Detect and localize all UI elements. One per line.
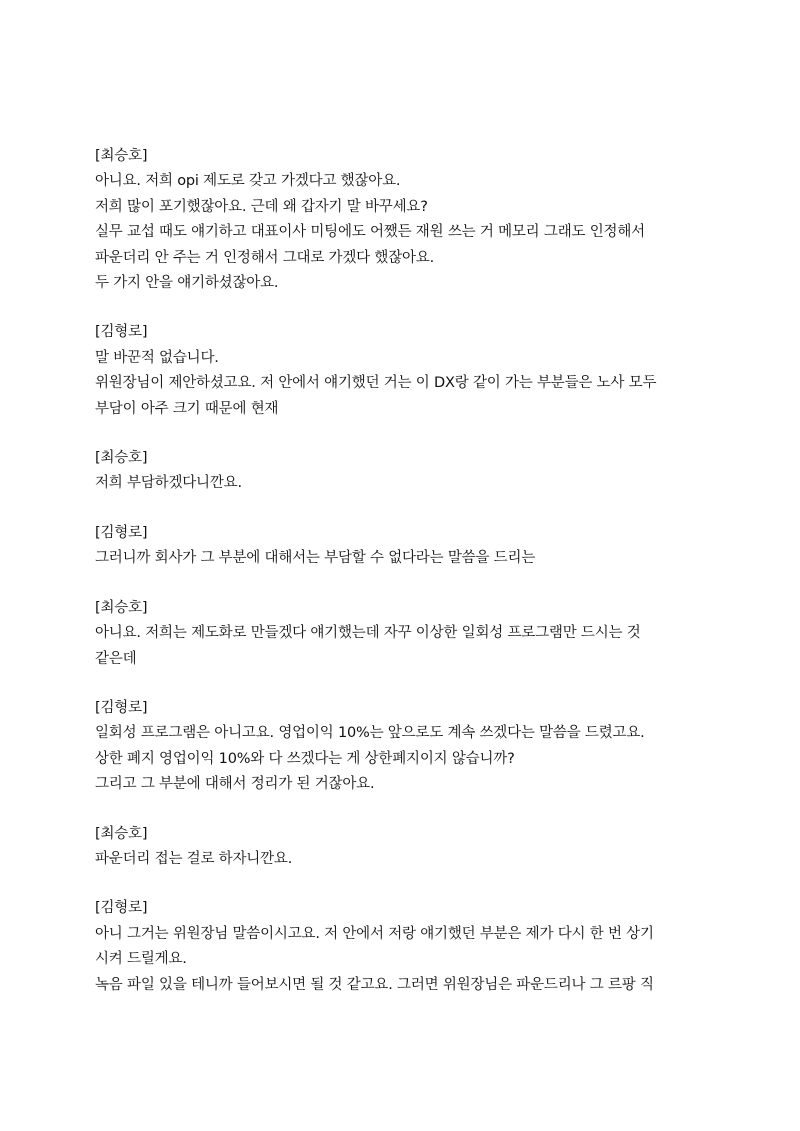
utterance-line: 시켜 드릴게요. <box>95 951 187 968</box>
utterance-block <box>95 696 710 798</box>
utterance-line: 실무 교섭 때도 얘기하고 대표이사 미팅에도 어쨌든 재원 쓰는 거 메모리 그래도 인정해서 <box>95 224 645 241</box>
speaker-label: [김형로] <box>95 699 148 716</box>
utterance-line: 아니요. 저희는 제도화로 만들겠다 얘기했는데 자꾸 이상한 일회성 프로그램만 드시는 것 <box>95 625 641 642</box>
utterance-line: 아니 그거는 위원장님 말씀이시고요. 저 안에서 저랑 얘기했던 부분은 제가 다시 한 번 상기 <box>95 925 654 942</box>
utterance-line: 아니요. 저희 opi 제도로 갖고 가겠다고 했잖아요. <box>95 173 401 190</box>
utterance-line: 녹음 파일 있을 테니까 들어보시면 될 것 같고요. 그러면 위원장님은 파운드리나 그 르팡 직 <box>95 976 654 993</box>
utterance-line: 두 가지 안을 얘기하셨잖아요. <box>95 275 279 292</box>
utterance-block <box>95 144 710 296</box>
utterance-block <box>95 320 710 422</box>
utterance-block <box>95 596 710 672</box>
utterance-block <box>95 521 710 572</box>
utterance-line: 파운더리 접는 걸로 하자니깐요. <box>95 850 293 867</box>
utterance-line: 같은데 <box>95 650 137 667</box>
utterance-block <box>95 822 710 873</box>
utterance-line: 일회성 프로그램은 아니고요. 영업이익 10%는 앞으로도 계속 쓰겠다는 말씀을 드렸고요. <box>95 725 645 742</box>
speaker-label: [김형로] <box>95 524 148 541</box>
utterance-line: 상한 폐지 영업이익 10%와 다 쓰겠다는 게 상한폐지이지 않습니까? <box>95 750 515 767</box>
speaker-label: [최승호] <box>95 825 148 842</box>
utterance-line: 그러니까 회사가 그 부분에 대해서는 부담할 수 없다라는 말씀을 드리는 <box>95 550 536 567</box>
utterance-line: 말 바꾼적 없습니다. <box>95 349 219 366</box>
speaker-label: [최승호] <box>95 148 148 164</box>
speaker-label: [김형로] <box>95 900 148 917</box>
utterance-line: 저희 많이 포기했잖아요. 근데 왜 갑자기 말 바꾸세요? <box>95 198 428 215</box>
speaker-label: [최승호] <box>95 450 148 467</box>
utterance-line: 위원장님이 제안하셨고요. 저 안에서 얘기했던 거는 이 DX랑 같이 가는 부분들은 노사 모두 <box>95 375 657 392</box>
utterance-line: 파운더리 안 주는 거 인정해서 그대로 가겠다 했잖아요. <box>95 249 435 266</box>
speaker-label: [최승호] <box>95 599 148 616</box>
utterance-block <box>95 896 710 998</box>
utterance-line: 그리고 그 부분에 대해서 정리가 된 거잖아요. <box>95 776 375 793</box>
utterance-line: 부담이 아주 크기 때문에 현재 <box>95 400 279 417</box>
utterance-line: 저희 부담하겠다니깐요. <box>95 475 242 492</box>
speaker-label: [김형로] <box>95 324 148 341</box>
utterance-block <box>95 446 710 497</box>
transcript-page <box>95 144 710 1022</box>
